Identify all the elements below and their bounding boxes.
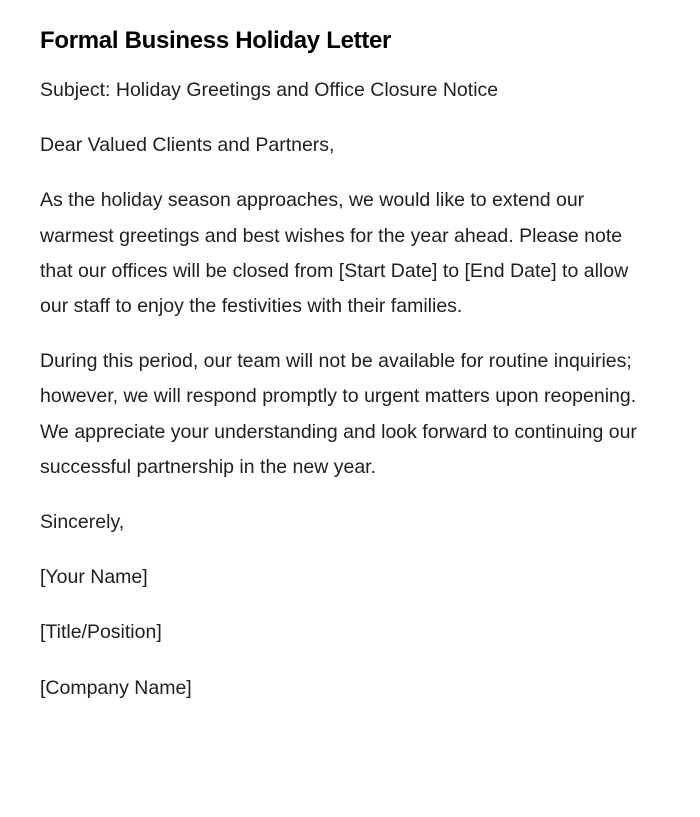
body-paragraph-availability: During this period, our team will not be available for routine inquiries; however, we will respond promptly to urgent matters upon reopening. We appreciate your understanding and look forward to continuing our successful partnership in the new year.	[40, 350, 637, 478]
subject-line: Subject: Holiday Greetings and Office Closure Notice	[40, 79, 499, 101]
body-paragraph-closure: As the holiday season approaches, we would like to extend our warmest greetings and best wishes for the year ahead. Please note that our offices will be closed from [Start Date] to [End Date] to allow our staff to enjoy the festivities with their families.	[40, 189, 629, 318]
page-title: Formal Business Holiday Letter	[40, 27, 392, 54]
signature-title: [Title/Position]	[40, 621, 162, 644]
signature-company: [Company Name]	[40, 676, 192, 699]
closing: Sincerely,	[40, 511, 125, 534]
signature-name: [Your Name]	[40, 566, 148, 589]
salutation: Dear Valued Clients and Partners,	[40, 134, 335, 157]
